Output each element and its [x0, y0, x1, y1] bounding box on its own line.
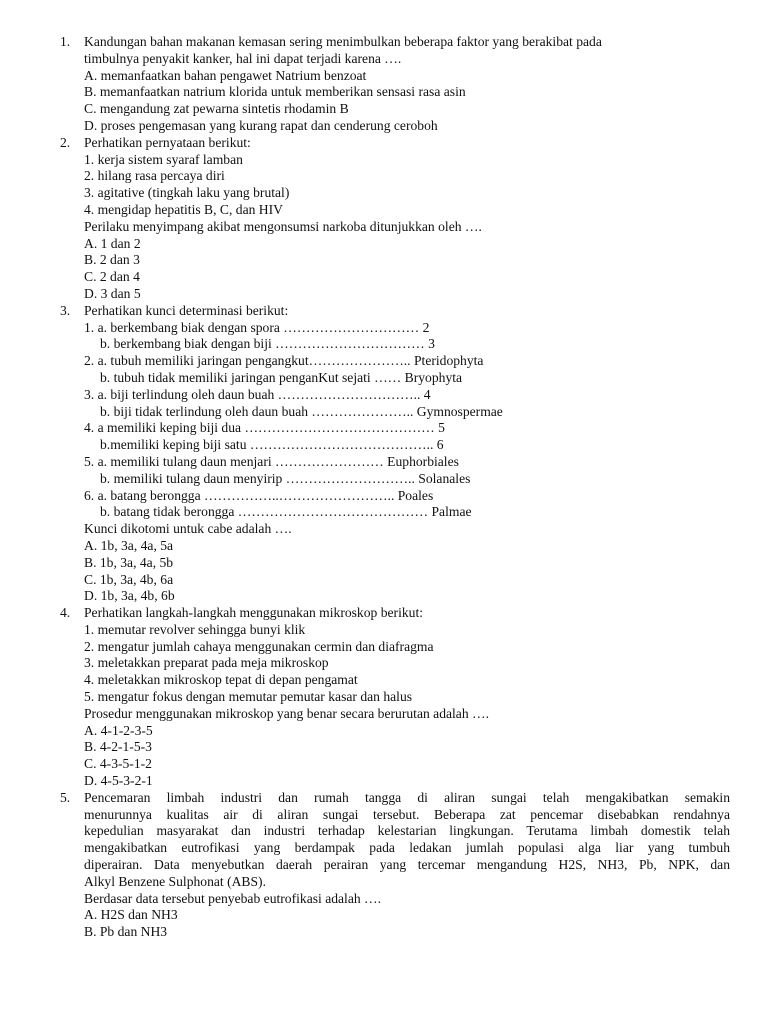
key-line-b: b. memiliki tulang daun menyirip ……………………….. Solanales — [100, 470, 471, 486]
paragraph-line: Alkyl Benzene Sulphonat (ABS). — [84, 873, 266, 889]
statement-item: 3. agitative (tingkah laku yang brutal) — [84, 185, 290, 201]
key-line-b: b. tubuh tidak memiliki jaringan penganKut sejati …… Bryophyta — [100, 369, 463, 385]
question-number: 2. — [60, 134, 71, 150]
answer-option-d: D. 1b, 3a, 4b, 6b — [84, 588, 175, 604]
paragraph-line: kepedulian masyarakat dan industri terhadap kelestarian lingkungan. Terutama limbah domestik telah — [84, 823, 730, 839]
question-1 — [0, 34, 768, 135]
key-line-b: b. batang tidak berongga …………………………………… Palmae — [100, 504, 472, 520]
question-stem-line: timbulnya penyakit kanker, hal ini dapat terjadi karena …. — [84, 50, 402, 66]
question-intro: Perhatikan langkah-langkah menggunakan mikroskop berikut: — [84, 605, 424, 621]
answer-option-c: C. mengandung zat pewarna sintetis rhodamin B — [84, 101, 349, 117]
key-line-a: 2. a. tubuh memiliki jaringan pengangkut………………….. Pteridophyta — [84, 353, 484, 369]
statement-item: 2. hilang rasa percaya diri — [84, 168, 225, 184]
paragraph-line: menurunnya kualitas air di aliran sungai tersebut. Beberapa zat pencemar disebabkan rendahnya — [84, 806, 730, 822]
paragraph-line: mengakibatkan eutrofikasi yang berdampak pada ledakan jumlah populasi alga liar yang tumbuh — [84, 840, 730, 856]
question-prompt: Berdasar data tersebut penyebab eutrofikasi adalah …. — [84, 890, 382, 906]
answer-option-c: C. 1b, 3a, 4b, 6a — [84, 571, 174, 587]
question-intro: Perhatikan kunci determinasi berikut: — [84, 302, 289, 318]
answer-option-d: D. 3 dan 5 — [84, 285, 141, 301]
question-number: 1. — [60, 34, 71, 49]
question-intro: Perhatikan pernyataan berikut: — [84, 134, 251, 150]
step-item: 2. mengatur jumlah cahaya menggunakan cermin dan diafragma — [84, 638, 434, 654]
answer-option-a: A. memanfaatkan bahan pengawet Natrium benzoat — [84, 67, 367, 83]
answer-option-a: A. H2S dan NH3 — [84, 907, 178, 923]
step-item: 3. meletakkan preparat pada meja mikroskop — [84, 655, 329, 671]
question-stem-line: Kandungan bahan makanan kemasan sering menimbulkan beberapa faktor yang berakibat pada — [84, 34, 602, 49]
key-line-a: 3. a. biji terlindung oleh daun buah ………………………….. 4 — [84, 386, 431, 402]
answer-option-a: A. 4-1-2-3-5 — [84, 722, 153, 738]
answer-option-d: D. proses pengemasan yang kurang rapat dan cenderung ceroboh — [84, 117, 438, 133]
question-prompt: Prosedur menggunakan mikroskop yang benar secara berurutan adalah …. — [84, 705, 490, 721]
key-line-a: 6. a. batang berongga ……………..…………………….. Poales — [84, 487, 434, 503]
step-item: 1. memutar revolver sehingga bunyi klik — [84, 621, 306, 637]
step-item: 5. mengatur fokus dengan memutar pemutar kasar dan halus — [84, 689, 413, 705]
statement-item: 1. kerja sistem syaraf lamban — [84, 151, 243, 167]
key-line-a: 4. a memiliki keping biji dua …………………………………… 5 — [84, 420, 445, 436]
answer-option-a: A. 1 dan 2 — [84, 235, 141, 251]
question-prompt: Perilaku menyimpang akibat mengonsumsi narkoba ditunjukkan oleh …. — [84, 218, 482, 234]
question-prompt: Kunci dikotomi untuk cabe adalah …. — [84, 521, 292, 537]
answer-option-b: B. 2 dan 3 — [84, 252, 140, 268]
key-line-b: b. berkembang biak dengan biji …………………………… 3 — [100, 336, 435, 352]
answer-option-a: A. 1b, 3a, 4a, 5a — [84, 537, 174, 553]
answer-option-c: C. 2 dan 4 — [84, 269, 140, 285]
question-number: 3. — [60, 302, 71, 318]
answer-option-d: D. 4-5-3-2-1 — [84, 773, 153, 789]
key-line-a: 5. a. memiliki tulang daun menjari …………………… Euphorbiales — [84, 453, 459, 469]
question-3 — [0, 303, 768, 605]
key-line-b: b.memiliki keping biji satu ………………………………….. 6 — [100, 437, 444, 453]
question-4 — [0, 605, 768, 790]
statement-item: 4. mengidap hepatitis B, C, dan HIV — [84, 201, 283, 217]
worksheet-page — [0, 34, 768, 941]
key-line-a: 1. a. berkembang biak dengan spora ………………………… 2 — [84, 319, 430, 335]
question-number: 4. — [60, 605, 71, 621]
answer-option-c: C. 4-3-5-1-2 — [84, 756, 152, 772]
step-item: 4. meletakkan mikroskop tepat di depan pengamat — [84, 672, 358, 688]
paragraph-line: diperairan. Data menyebutkan daerah perairan yang tercemar mengandung H2S, NH3, Pb, NPK, dan — [84, 857, 730, 873]
answer-option-b: B. memanfaatkan natrium klorida untuk memberikan sensasi rasa asin — [84, 84, 466, 100]
answer-option-b: B. 4-2-1-5-3 — [84, 739, 152, 755]
question-2 — [0, 135, 768, 303]
question-number: 5. — [60, 789, 71, 805]
paragraph-line: Pencemaran limbah industri dan rumah tangga di aliran sungai telah mengakibatkan semakin — [84, 789, 730, 805]
question-5 — [0, 790, 768, 941]
key-line-b: b. biji tidak terlindung oleh daun buah ………………….. Gymnospermae — [100, 403, 503, 419]
answer-option-b: B. 1b, 3a, 4a, 5b — [84, 554, 174, 570]
answer-option-b: B. Pb dan NH3 — [84, 924, 168, 940]
